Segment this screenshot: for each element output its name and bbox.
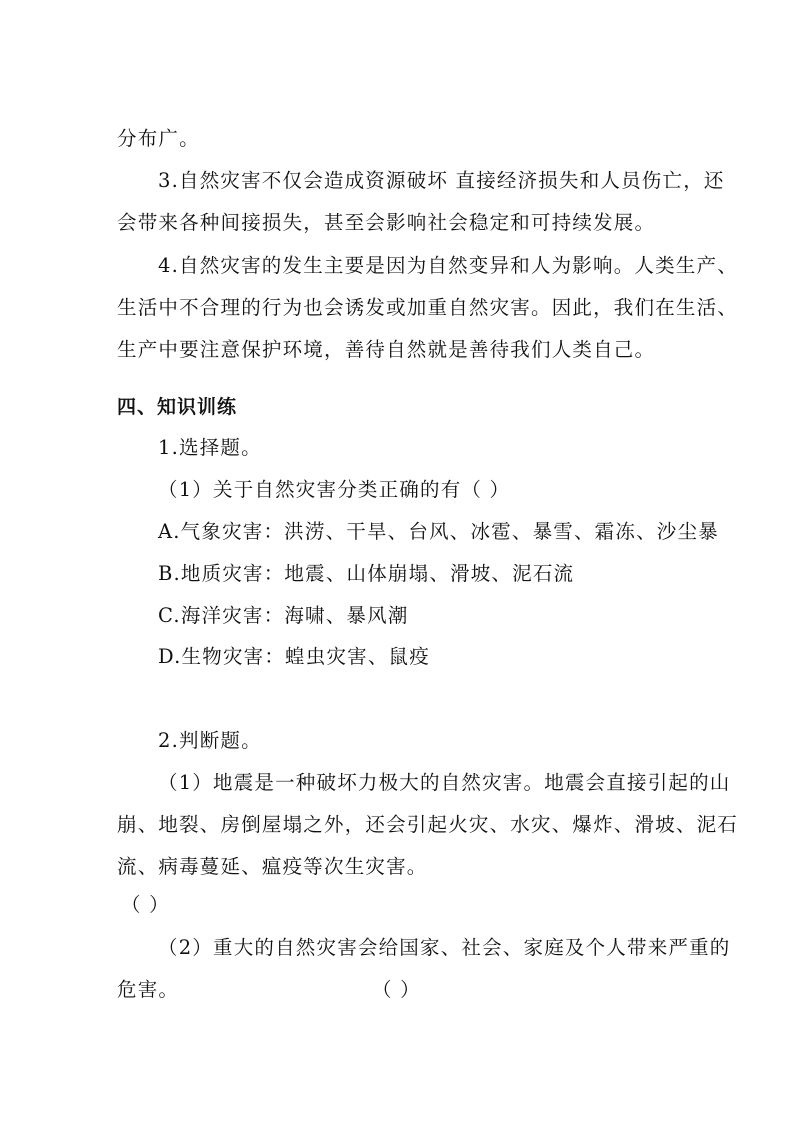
paragraph-line: 3.自然灾害不仅会造成资源破坏 直接经济损失和人员伤亡，还 bbox=[158, 169, 725, 192]
option-b: B.地质灾害：地震、山体崩塌、滑坡、泥石流 bbox=[158, 562, 575, 585]
paragraph-line: 生活中不合理的行为也会诱发或加重自然灾害。因此，我们在生活、 bbox=[117, 296, 739, 319]
question-item: （2）重大的自然灾害会给国家、社会、家庭及个人带来严重的 bbox=[158, 936, 731, 959]
option-a: A.气象灾害：洪涝、干旱、台风、冰雹、暴雪、霜冻、沙尘暴 bbox=[158, 520, 719, 543]
section-heading: 四、知识训练 bbox=[117, 396, 238, 418]
paragraph-line: 4.自然灾害的发生主要是因为自然变异和人为影响。人类生产、 bbox=[158, 254, 738, 277]
paragraph-line: 危害。 bbox=[117, 978, 180, 1001]
question-item: （1）地震是一种破坏力极大的自然灾害。地震会直接引起的山 bbox=[158, 771, 731, 794]
option-d: D.生物灾害：蝗虫灾害、鼠疫 bbox=[158, 645, 430, 668]
paragraph-line: 生产中要注意保护环境，善待自然就是善待我们人类自己。 bbox=[117, 338, 656, 361]
paragraph-line: 会带来各种间接损失，甚至会影响社会稳定和可持续发展。 bbox=[117, 211, 656, 234]
answer-blank: （ ） bbox=[121, 893, 170, 916]
paragraph-line: 分布广。 bbox=[117, 127, 200, 150]
question-item: （1）关于自然灾害分类正确的有（ ） bbox=[158, 478, 511, 501]
paragraph-line: 崩、地裂、房倒屋塌之外，还会引起火灾、水灾、爆炸、滑坡、泥石 bbox=[117, 813, 739, 836]
option-c: C.海洋灾害：海啸、暴风潮 bbox=[158, 604, 409, 627]
paragraph-line: 流、病毒蔓延、瘟疫等次生灾害。 bbox=[117, 855, 428, 878]
answer-blank: （ ） bbox=[372, 978, 421, 1001]
question-title: 2.判断题。 bbox=[158, 729, 262, 752]
question-title: 1.选择题。 bbox=[158, 436, 262, 459]
